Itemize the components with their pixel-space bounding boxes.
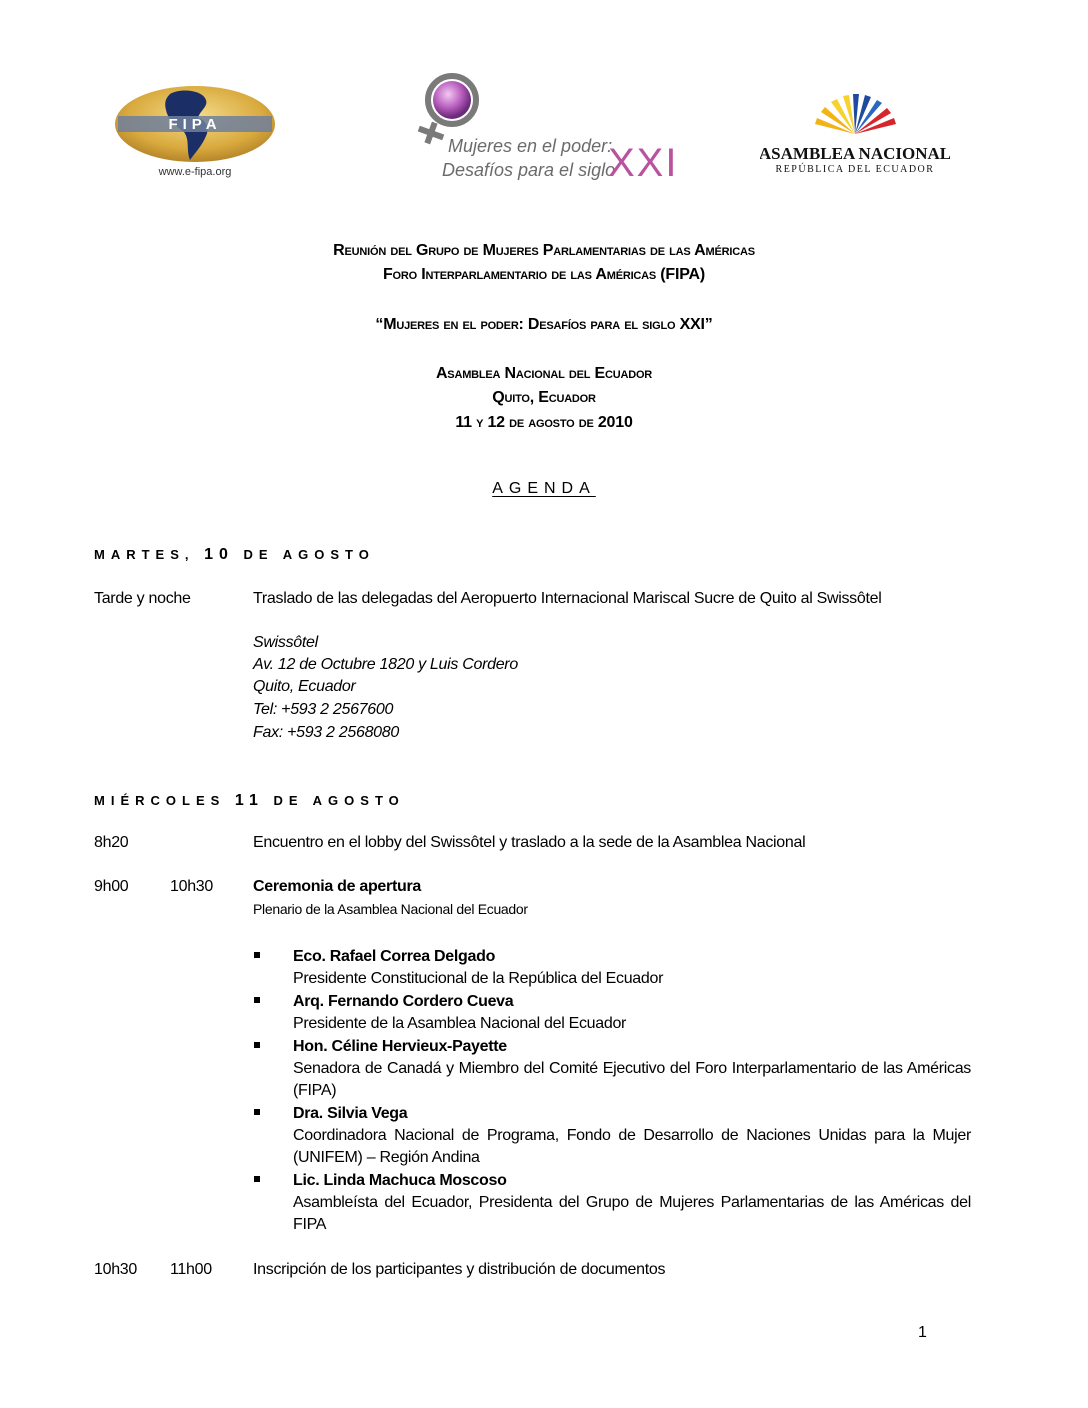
speaker-name: Lic. Linda Machuca Moscoso xyxy=(293,1172,507,1189)
bullet-square-icon xyxy=(254,1109,260,1115)
speaker-name: Arq. Fernando Cordero Cueva xyxy=(293,993,514,1010)
agenda-heading xyxy=(0,480,1088,498)
mujeres-logo-line1: Mujeres en el poder: xyxy=(448,136,613,156)
hotel-name: Swissôtel xyxy=(253,634,318,651)
row-end-time: 10h30 xyxy=(170,878,213,895)
bullet-square-icon xyxy=(254,952,260,958)
hotel-tel: Tel: +593 2 2567600 xyxy=(253,701,394,718)
hotel-city: Quito, Ecuador xyxy=(253,678,356,695)
header-theme: “Mujeres en el poder: Desafíos para el siglo XXI” xyxy=(375,316,713,333)
speaker-role: Asambleísta del Ecuador, Presidenta del Grupo de Mujeres Parlamentarias de las Américas del FIPA xyxy=(293,1194,971,1233)
asamblea-logo-line2: REPÚBLICA DEL ECUADOR xyxy=(775,164,935,175)
header-dates: 11 y 12 de agosto de 2010 xyxy=(455,414,633,431)
row-description: Inscripción de los participantes y distribución de documentos xyxy=(253,1261,666,1278)
mujeres-en-el-poder-logo xyxy=(410,70,680,190)
day-heading-martes xyxy=(94,546,375,564)
asamblea-logo-line1: ASAMBLEA NACIONAL xyxy=(760,144,950,163)
bullet-square-icon xyxy=(254,1176,260,1182)
day-number: 10 xyxy=(204,546,234,563)
speaker-name: Hon. Céline Hervieux-Payette xyxy=(293,1038,507,1055)
hotel-address: Av. 12 de Octubre 1820 y Luis Cordero xyxy=(253,656,518,673)
row-end-time: 11h00 xyxy=(170,1261,212,1278)
day-heading-miercoles xyxy=(94,792,405,810)
fipa-logo xyxy=(110,80,280,180)
header-meeting-title: Reunión del Grupo de Mujeres Parlamentarias de las Américas xyxy=(333,242,755,259)
day-month: DE AGOSTO xyxy=(273,793,405,808)
row-time: Tarde y noche xyxy=(94,590,191,607)
agenda-heading-text: AGENDA xyxy=(492,480,596,497)
row-start-time: 9h00 xyxy=(94,878,129,895)
hotel-fax: Fax: +593 2 2568080 xyxy=(253,724,399,741)
page-number: 1 xyxy=(918,1324,927,1341)
header-forum-title: Foro Interparlamentario de las Américas (FIPA) xyxy=(382,266,706,283)
day-label: MIÉRCOLES xyxy=(94,793,226,808)
speaker-role: Senadora de Canadá y Miembro del Comité Ejecutivo del Foro Interparlamentario de las Américas (FIPA) xyxy=(293,1060,971,1099)
row-description: Encuentro en el lobby del Swissôtel y traslado a la sede de la Asamblea Nacional xyxy=(253,834,806,851)
header-city: Quito, Ecuador xyxy=(492,389,596,406)
fipa-logo-text: FIPA xyxy=(168,116,222,133)
speaker-name: Dra. Silvia Vega xyxy=(293,1105,408,1122)
speaker-name: Eco. Rafael Correa Delgado xyxy=(293,948,496,965)
bullet-square-icon xyxy=(254,1042,260,1048)
day-number: 11 xyxy=(234,792,264,809)
row-start-time: 8h20 xyxy=(94,834,129,851)
session-location: Plenario de la Asamblea Nacional del Ecuador xyxy=(253,901,528,917)
bullet-square-icon xyxy=(254,997,260,1003)
mujeres-logo-xxi: XXI xyxy=(608,141,679,185)
speaker-role: Presidente Constitucional de la República del Ecuador xyxy=(293,970,664,987)
mujeres-logo-line2: Desafíos para el siglo xyxy=(442,160,616,180)
day-month: DE AGOSTO xyxy=(243,547,375,562)
session-title: Ceremonia de apertura xyxy=(253,878,421,895)
speaker-role: Presidente de la Asamblea Nacional del Ecuador xyxy=(293,1015,627,1032)
fipa-logo-url: www.e-fipa.org xyxy=(158,166,232,178)
day-label: MARTES, xyxy=(94,547,195,562)
header-venue: Asamblea Nacional del Ecuador xyxy=(435,365,653,382)
row-start-time: 10h30 xyxy=(94,1261,137,1278)
speaker-role: Coordinadora Nacional de Programa, Fondo de Desarrollo de Naciones Unidas para la Mujer (UNIFEM) – Región Andina xyxy=(293,1127,971,1166)
row-description: Traslado de las delegadas del Aeropuerto Internacional Mariscal Sucre de Quito al Swissôtel xyxy=(253,590,882,607)
asamblea-nacional-logo xyxy=(760,92,950,182)
